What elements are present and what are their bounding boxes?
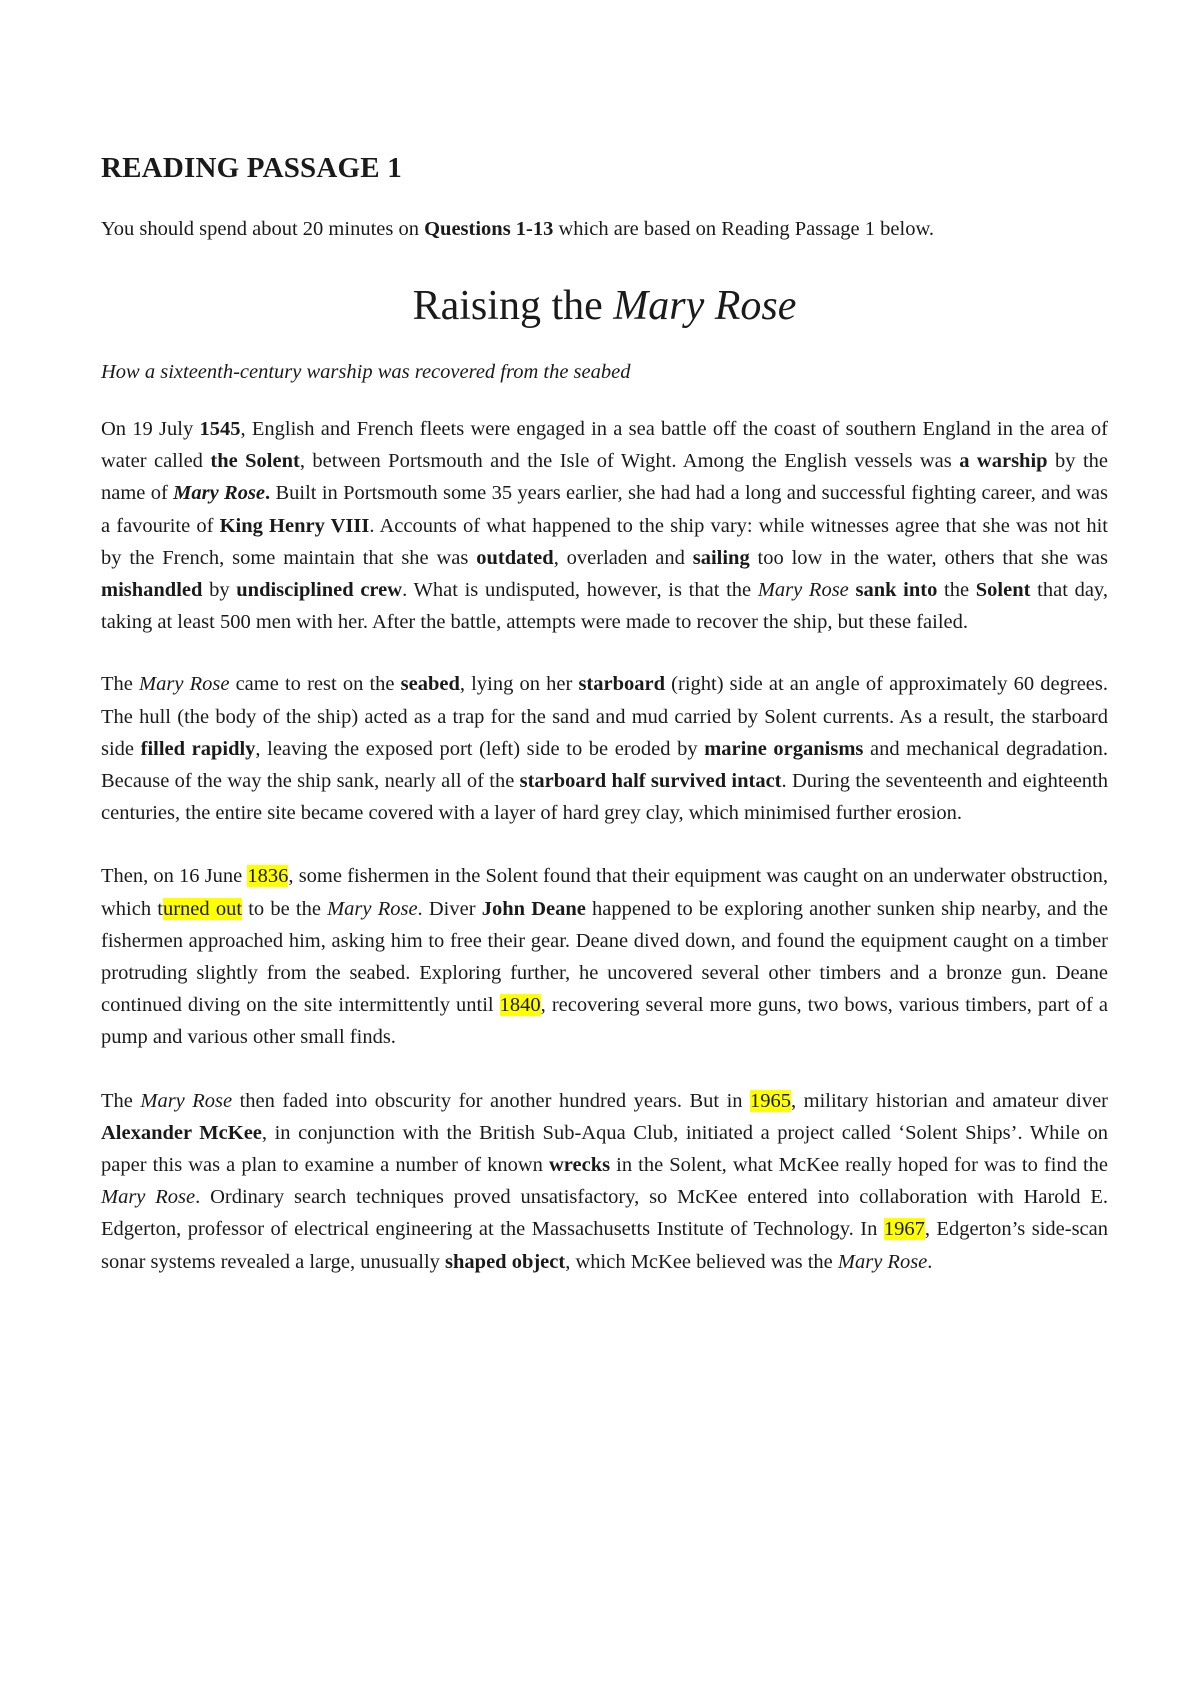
p3-text: , recovering several more guns, two bows, various timbers, part of a pump and various other small finds. [101,994,1108,1049]
p1-text: by the name of [101,450,1109,505]
p2-ship-name: Mary Rose [139,673,230,696]
instructions-text-2: which are based on Reading Passage 1 below. [553,218,935,240]
paragraph-2 [101,668,1108,829]
p3-text: Then, on 16 June [101,865,248,888]
p2-keyword: seabed [400,673,460,696]
p4-keyword: shaped object [445,1250,566,1273]
p2-keyword: starboard [578,673,666,696]
p1-keyword: undisciplined crew [236,579,403,602]
p1-keyword: mishandled [101,579,203,602]
p2-text: , lying on her [459,673,579,696]
p2-text: , leaving the exposed port (left) side to be eroded by [255,737,705,760]
p4-ship-name: Mary Rose [837,1250,928,1273]
instructions-questions: Questions 1-13 [424,218,554,240]
p4-keyword: wrecks [549,1154,611,1177]
paragraph-1 [101,413,1108,638]
highlighted-phrase: urned out [162,897,243,920]
p1-text: too low in the water, others that she was [749,546,1109,569]
p1-keyword: sailing [692,546,750,569]
paragraph-3 [101,860,1108,1053]
p2-text: . During the seventeenth and eighteenth centuries, the entire site became covered with a layer of hard grey clay, which minimised further erosion. [101,770,1109,825]
p1-text: . What is undisputed, however, is that the [402,579,758,602]
instructions [101,215,1108,243]
highlighted-year: 1967 [883,1218,925,1241]
article-title-italic: Mary Rose [613,283,797,329]
p3-keyword: John Deane [481,897,586,920]
p4-ship-name: Mary Rose [101,1186,196,1209]
p1-text: , overladen and [553,546,693,569]
p4-text: , in conjunction with the British Sub-Aqua Club, initiated a project called ‘Solent Ships’. While on paper this was a plan to examine a number of known [101,1121,1108,1177]
p1-keyword: the Solent [210,450,300,473]
p4-keyword: Alexander McKee [101,1121,262,1144]
p1-text: , English and French fleets were engaged in a sea battle off the coast of southern England in the area of water called [101,418,1108,473]
p3-text: , some fishermen in the Solent found that their equipment was caught on an underwater obstruction, which t [101,865,1108,920]
p3-ship-name: Mary Rose [327,897,418,920]
p2-keyword: filled rapidly [140,737,256,760]
p1-text: that day, taking at least 500 men with her. After the battle, attempts were made to recover the ship, but these failed. [101,579,1108,634]
p4-text: then faded into obscurity for another hundred years. But in [232,1089,751,1112]
p4-text: , Edgerton’s side-scan sonar systems revealed a large, unusually [101,1218,1108,1273]
highlighted-year: 1836 [247,865,289,888]
p2-keyword: marine organisms [704,737,864,760]
highlighted-year: 1840 [499,994,541,1017]
p4-text: , which McKee believed was the [565,1250,838,1273]
p1-keyword: 1545 [199,418,241,440]
p3-text: happened to be exploring another sunken ship nearby, and the fishermen approached him, asking him to free their gear. Deane dived down, and found the equipment caught on a timber protruding slightly from the seabed. Exploring further, he uncovered several other timbers and a bronze gun. Deane continued diving on the site intermittently until [101,897,1108,1017]
p3-text: . Diver [417,897,482,920]
p2-text: The [101,673,140,696]
p1-keyword: outdated [476,546,554,569]
p1-text: , between Portsmouth and the Isle of Wight. Among the English vessels was [299,450,960,473]
p1-text: . Accounts of what happened to the ship vary: while witnesses agree that she was not hit by the French, some maintain that she was [101,514,1108,569]
p4-ship-name: Mary Rose [140,1089,233,1112]
p1-keyword: King Henry VIII [219,514,370,537]
article-title-plain: Raising the [412,283,614,329]
instructions-text-1: You should spend about 20 minutes on [101,218,425,240]
p1-keyword: . [265,482,271,505]
passage-heading: READING PASSAGE 1 [101,152,402,184]
p4-text: . [927,1250,933,1273]
p3-text: to be the [242,897,328,920]
p2-text: (right) side at an angle of approximately 60 degrees. The hull (the body of the ship) acted as a trap for the sand and mud carried by Solent currents. As a result, the starboard side [101,673,1108,760]
p1-keyword: a warship [959,450,1048,473]
p2-keyword: starboard half survived intact [519,770,782,793]
highlighted-year: 1965 [750,1089,792,1112]
p1-keyword: sank into [855,579,938,602]
p1-text: Built in Portsmouth some 35 years earlier, she had had a long and successful fighting career, and was a favourite of [101,482,1108,537]
document-page [101,150,1108,1278]
p1-text: the [937,579,976,602]
p2-text: came to rest on the [229,673,401,696]
p4-text: . Ordinary search techniques proved unsatisfactory, so McKee entered into collaboration with Harold E. Edgerton, professor of electrical engineering at the Massachusetts Institute of Technology. In [101,1186,1108,1241]
article-subtitle: How a sixteenth-century warship was recovered from the seabed [101,361,631,383]
p4-text: The [101,1089,141,1112]
p2-text: and mechanical degradation. Because of the way the ship sank, nearly all of the [101,737,1108,793]
p4-text: in the Solent, what McKee really hoped for was to find the [610,1154,1109,1177]
p1-ship-name: Mary Rose [173,482,266,505]
p1-keyword: Solent [975,579,1031,602]
p1-text: by [202,579,237,602]
p1-ship-name: Mary Rose [757,579,849,602]
paragraph-4 [101,1085,1108,1278]
p4-text: , military historian and amateur diver [791,1089,1108,1112]
article-title [101,280,1108,332]
p1-text: On 19 July [101,418,200,440]
